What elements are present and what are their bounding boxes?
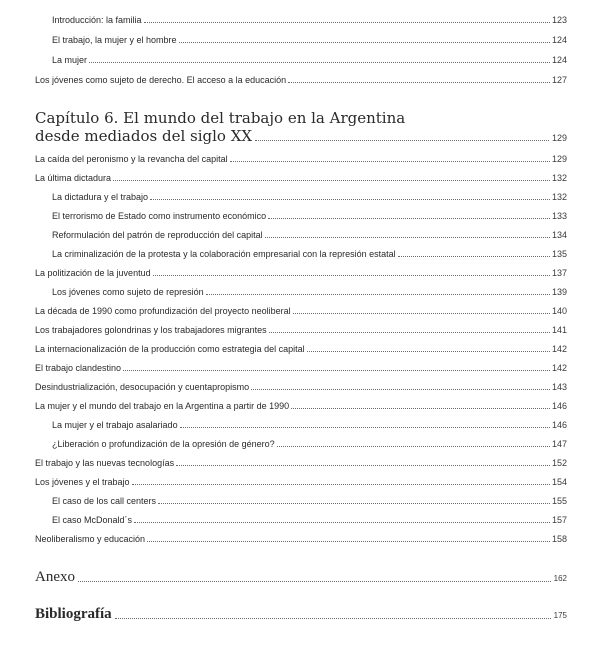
dot-leader — [293, 312, 550, 314]
dot-leader — [132, 483, 550, 485]
toc-entry-label: La mujer y el trabajo asalariado — [52, 420, 178, 430]
toc-entry[interactable] — [52, 438, 567, 450]
dot-leader — [147, 540, 550, 542]
toc-entry[interactable] — [35, 400, 567, 412]
dot-leader — [398, 255, 550, 257]
toc-entry-label: La mujer y el mundo del trabajo en la Argentina a partir de 1990 — [35, 401, 290, 411]
toc-entry-page: 132 — [551, 192, 567, 202]
toc-entry[interactable] — [35, 324, 567, 336]
dot-leader — [176, 464, 550, 466]
toc-entry-label: La caída del peronismo y la revancha del capital — [35, 154, 228, 164]
dot-leader — [255, 139, 549, 141]
toc-entry-label: Los trabajadores golondrinas y los trabajadores migrantes — [35, 325, 267, 335]
toc-entry-trabajo-mujer-hombre[interactable] — [52, 34, 567, 46]
toc-entry-page: 142 — [551, 344, 567, 354]
toc-entry[interactable] — [52, 210, 567, 222]
toc-entry[interactable] — [52, 191, 567, 203]
dot-leader — [288, 81, 550, 83]
dot-leader — [179, 41, 550, 43]
dot-leader — [150, 198, 550, 200]
toc-entry-page: 124 — [551, 35, 567, 45]
toc-entry-label: Desindustrialización, desocupación y cuentapropismo — [35, 382, 250, 392]
toc-entry-label: Los jóvenes y el trabajo — [35, 477, 130, 487]
toc-entry-page: 142 — [551, 363, 567, 373]
toc-entry-label: El trabajo, la mujer y el hombre — [52, 35, 177, 45]
dot-leader — [180, 426, 550, 428]
toc-entry[interactable] — [35, 533, 567, 545]
toc-entry-bibliografia[interactable] — [35, 605, 567, 623]
toc-entry-label: El caso McDonald´s — [52, 515, 133, 525]
toc-entry-page: 135 — [551, 249, 567, 259]
toc-entry-page: 140 — [551, 306, 567, 316]
toc-entry-label: Reformulación del patrón de reproducción del capital — [52, 230, 263, 240]
toc-entry[interactable] — [35, 343, 567, 355]
toc-entry-label: La última dictadura — [35, 173, 112, 183]
toc-entry-label: El terrorismo de Estado como instrumento económico — [52, 211, 267, 221]
toc-entry-page: 134 — [551, 230, 567, 240]
toc-entry[interactable] — [35, 172, 567, 184]
toc-entry-page: 133 — [551, 211, 567, 221]
toc-entry-la-mujer[interactable] — [52, 54, 567, 66]
toc-entry[interactable] — [35, 153, 567, 165]
toc-entry[interactable] — [52, 495, 567, 507]
toc-entry[interactable] — [52, 514, 567, 526]
toc-entry[interactable] — [52, 248, 567, 260]
toc-entry-page: 154 — [551, 477, 567, 487]
toc-entry-label: Neoliberalismo y educación — [35, 534, 146, 544]
chapter-title: Capítulo 6. El mundo del trabajo en la Argentina — [35, 109, 406, 127]
toc-entry-label: La década de 1990 como profundización del proyecto neoliberal — [35, 306, 291, 316]
toc-entry-introduccion-familia[interactable] — [52, 14, 567, 26]
dot-leader — [269, 331, 550, 333]
toc-entry[interactable] — [52, 229, 567, 241]
toc-entry-page: 127 — [551, 75, 567, 85]
toc-entry-label: El caso de los call centers — [52, 496, 157, 506]
toc-entry-page: 155 — [551, 496, 567, 506]
toc-entry[interactable] — [35, 362, 567, 374]
toc-entry[interactable] — [35, 381, 567, 393]
dot-leader — [251, 388, 550, 390]
toc-entry-label: ¿Liberación o profundización de la opresión de género? — [52, 439, 275, 449]
dot-leader — [78, 580, 551, 582]
toc-entry-page: 137 — [551, 268, 567, 278]
chapter-title-line2[interactable] — [35, 127, 567, 145]
toc-entry-page: 124 — [551, 55, 567, 65]
toc-entry[interactable] — [35, 267, 567, 279]
dot-leader — [268, 217, 550, 219]
toc-entry-page: 147 — [551, 439, 567, 449]
toc-entry[interactable] — [35, 305, 567, 317]
toc-entry[interactable] — [35, 457, 567, 469]
dot-leader — [277, 445, 550, 447]
dot-leader — [115, 617, 551, 619]
dot-leader — [123, 369, 550, 371]
toc-entry-label: Los jóvenes como sujeto de represión — [52, 287, 204, 297]
toc-entry-label: El trabajo clandestino — [35, 363, 122, 373]
toc-entry-label: El trabajo y las nuevas tecnologías — [35, 458, 175, 468]
toc-entry[interactable] — [52, 419, 567, 431]
toc-entry-label: La politización de la juventud — [35, 268, 151, 278]
anexo-label: Anexo — [35, 569, 75, 585]
dot-leader — [307, 350, 550, 352]
dot-leader — [144, 21, 550, 23]
dot-leader — [230, 160, 550, 162]
dot-leader — [89, 61, 550, 63]
toc-entry-label: Los jóvenes como sujeto de derecho. El acceso a la educación — [35, 75, 287, 85]
toc-entry-label: La dictadura y el trabajo — [52, 192, 149, 202]
toc-entry-label: La criminalización de la protesta y la colaboración empresarial con la represión estatal — [52, 249, 396, 259]
toc-entry-page: 139 — [551, 287, 567, 297]
dot-leader — [158, 502, 550, 504]
toc-entry-page: 132 — [551, 173, 567, 183]
toc-entry-page: 146 — [551, 420, 567, 430]
chapter-page: 129 — [551, 133, 567, 143]
toc-entry-page: 143 — [551, 382, 567, 392]
toc-entry-page: 123 — [551, 15, 567, 25]
toc-entry-label: Introducción: la familia — [52, 15, 142, 25]
toc-entry-anexo[interactable] — [35, 568, 567, 586]
dot-leader — [153, 274, 550, 276]
dot-leader — [134, 521, 550, 523]
toc-entry-page: 146 — [551, 401, 567, 411]
toc-entry-jovenes-derecho[interactable] — [35, 74, 567, 86]
toc-entry-page: 157 — [551, 515, 567, 525]
toc-entry-label: La mujer — [52, 55, 88, 65]
toc-entry[interactable] — [52, 286, 567, 298]
dot-leader — [265, 236, 550, 238]
anexo-page: 162 — [553, 574, 567, 583]
toc-entry-page: 129 — [551, 154, 567, 164]
dot-leader — [291, 407, 550, 409]
bibliografia-page: 175 — [553, 611, 567, 620]
toc-entry[interactable] — [35, 476, 567, 488]
chapter-subtitle: desde mediados del siglo XX — [35, 127, 253, 145]
toc-entry-page: 152 — [551, 458, 567, 468]
toc-entry-label: La internacionalización de la producción como estrategia del capital — [35, 344, 305, 354]
toc-entry-page: 158 — [551, 534, 567, 544]
toc-entry-page: 141 — [551, 325, 567, 335]
bibliografia-label: Bibliografía — [35, 606, 112, 622]
dot-leader — [206, 293, 550, 295]
dot-leader — [113, 179, 550, 181]
